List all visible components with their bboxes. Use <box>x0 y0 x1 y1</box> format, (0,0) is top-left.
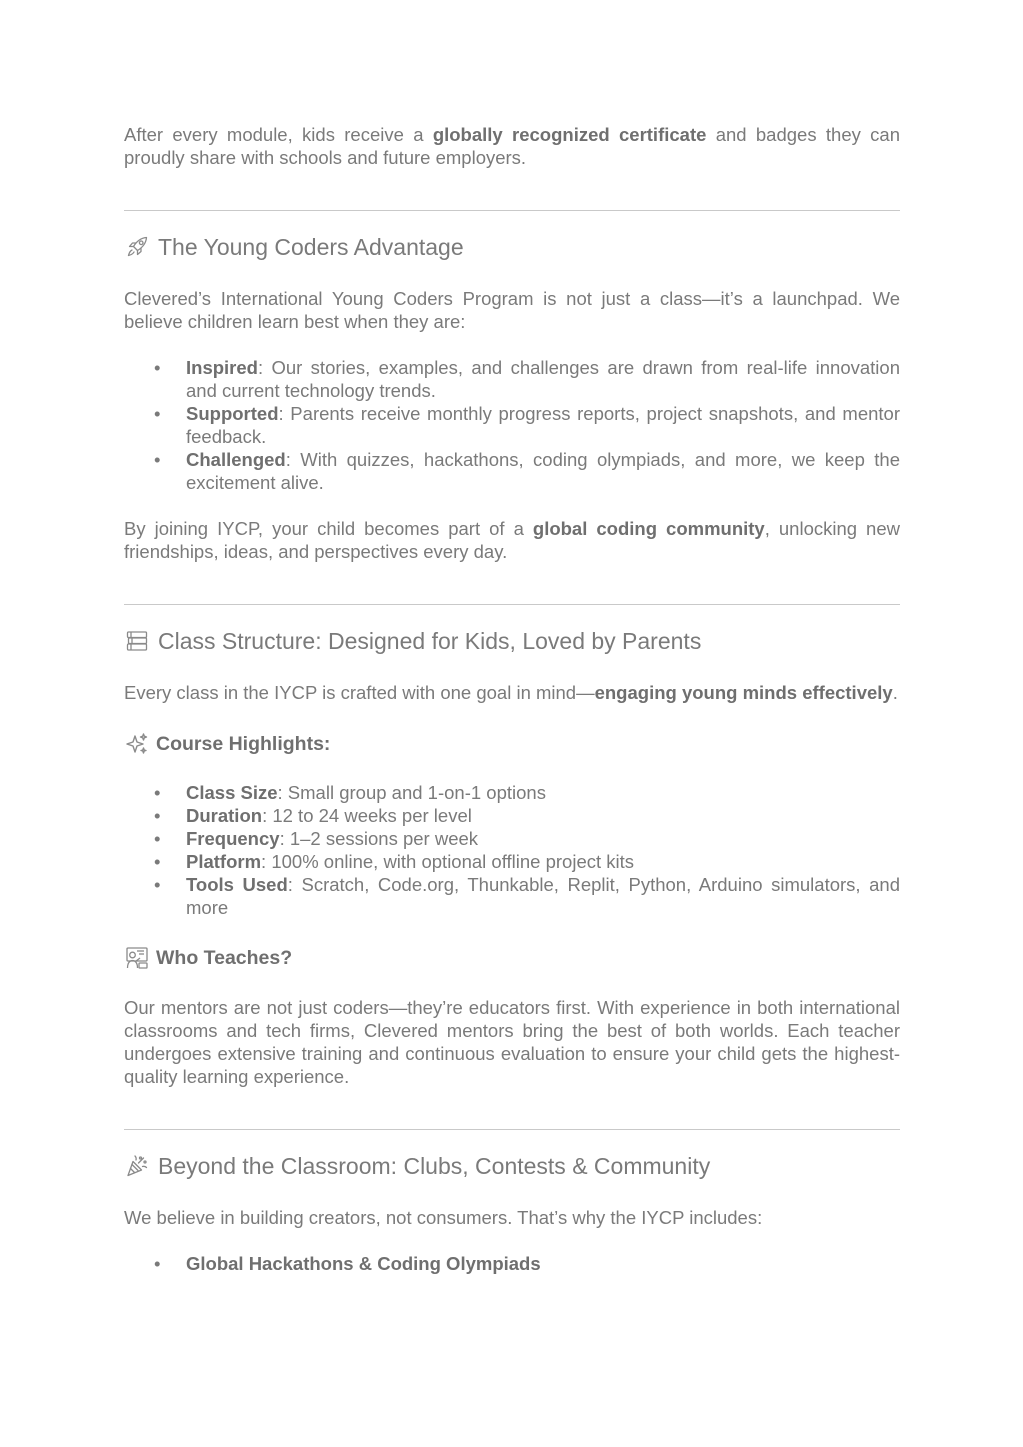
document-content <box>124 123 900 1275</box>
advantage-closing <box>124 517 900 563</box>
list-item-term: Challenged <box>186 449 286 470</box>
structure-lead-emphasis: engaging young minds effectively <box>594 682 893 703</box>
list-item-text: : 12 to 24 weeks per level <box>262 805 472 826</box>
rocket-icon <box>124 234 150 260</box>
list-item <box>124 402 900 448</box>
intro-text-end: and badges they can proudly share with schools and future employers. <box>124 124 900 168</box>
books-icon <box>124 628 150 654</box>
teachers-paragraph: Our mentors are not just coders—they’re educators first. With experience in both international classrooms and tech firms, Clevered mentors bring the best of both worlds. Each teacher undergoes extensive training and continuous evaluation to ensure your child gets the highest-quality learning experience. <box>124 997 900 1087</box>
list-item-term: Global Hackathons & Coding Olympiads <box>186 1253 541 1274</box>
list-item-text: : Small group and 1-on-1 options <box>277 782 546 803</box>
list-item <box>124 1252 900 1275</box>
list-item <box>124 356 900 402</box>
intro-text: After every module, kids receive a <box>124 124 433 145</box>
structure-lead <box>124 681 900 704</box>
subheading-highlights <box>124 731 900 757</box>
section-divider <box>124 1129 900 1130</box>
intro-paragraph <box>124 123 900 169</box>
highlights-list <box>124 781 900 919</box>
structure-lead-end: . <box>892 682 898 703</box>
list-item <box>124 804 900 827</box>
list-item-text: : Parents receive monthly progress reports, project snapshots, and mentor feedback. <box>186 403 900 447</box>
list-item <box>124 827 900 850</box>
list-item <box>124 448 900 494</box>
list-item-text: : Our stories, examples, and challenges are drawn from real-life innovation and current technology trends. <box>186 357 900 401</box>
list-item-term: Duration <box>186 805 263 826</box>
section-heading-beyond <box>124 1152 900 1180</box>
party-popper-icon <box>124 1153 150 1179</box>
section-divider <box>124 210 900 211</box>
list-item-term: Tools Used <box>186 874 288 895</box>
list-item <box>124 850 900 873</box>
beyond-lead: We believe in building creators, not consumers. That’s why the IYCP includes: <box>124 1207 763 1228</box>
list-item-term: Inspired <box>186 357 258 378</box>
section-title: Beyond the Classroom: Clubs, Contests & Community <box>158 1153 711 1179</box>
list-item-term: Platform <box>186 851 262 872</box>
closing-emphasis: global coding community <box>532 518 765 539</box>
intro-emphasis: globally recognized certificate <box>432 124 707 145</box>
sparkles-icon <box>124 731 150 757</box>
list-item-term: Supported <box>186 403 279 424</box>
section-title: The Young Coders Advantage <box>158 234 464 260</box>
list-item-term: Frequency <box>186 828 280 849</box>
list-item-term: Class Size <box>186 782 278 803</box>
subheading-title: Who Teaches? <box>156 947 293 969</box>
subheading-teachers <box>124 945 900 971</box>
list-item <box>124 781 900 804</box>
list-item-text: : Scratch, Code.org, Thunkable, Replit, Python, Arduino simulators, and more <box>186 874 900 918</box>
structure-lead-text: Every class in the IYCP is crafted with one goal in mind— <box>124 682 595 703</box>
closing-text-end: , unlocking new friendships, ideas, and perspectives every day. <box>124 518 901 562</box>
advantage-list <box>124 356 900 494</box>
section-heading-advantage <box>124 233 900 261</box>
beyond-list <box>124 1252 900 1275</box>
list-item-text: : 100% online, with optional offline project kits <box>261 851 635 872</box>
section-divider <box>124 604 900 605</box>
section-heading-structure <box>124 627 900 655</box>
teacher-icon <box>124 945 150 971</box>
advantage-lead: Clevered’s International Young Coders Program is not just a class—it’s a launchpad. We believe children learn best when they are: <box>124 288 900 332</box>
section-title: Class Structure: Designed for Kids, Loved by Parents <box>158 628 702 654</box>
list-item <box>124 873 900 919</box>
closing-text: By joining IYCP, your child becomes part of a <box>124 518 533 539</box>
list-item-text: : 1–2 sessions per week <box>279 828 479 849</box>
list-item-text: : With quizzes, hackathons, coding olympiads, and more, we keep the excitement alive. <box>186 449 900 493</box>
subheading-title: Course Highlights: <box>156 733 331 755</box>
